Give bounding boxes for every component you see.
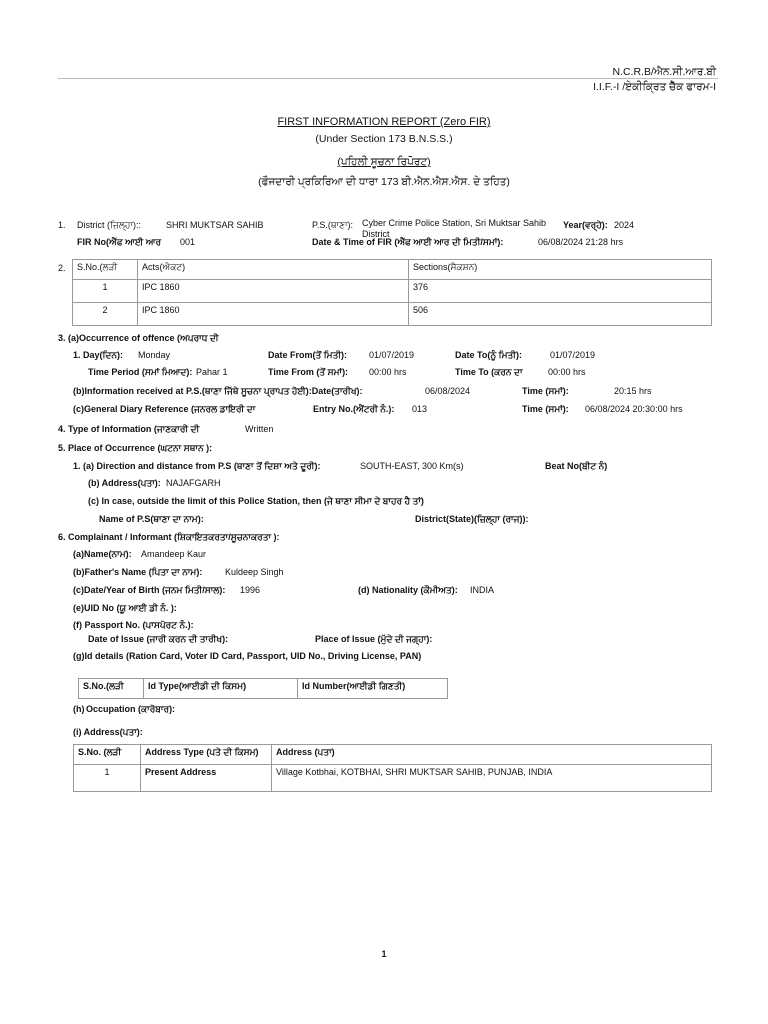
id-details-label: (g)Id details (Ration Card, Voter ID Card, Passport, UID No., Driving License, PAN) (73, 651, 422, 661)
section-1-num: 1. (58, 220, 66, 230)
report-title: FIRST INFORMATION REPORT (Zero FIR) (277, 116, 491, 128)
addr-header-type: Address Type (ਪਤੇ ਦੀ ਕਿਸਮ) (141, 745, 272, 765)
nationality-label: (d) Nationality (ਕੌਮੀਅਤ): (358, 585, 458, 595)
acts-header-sections: Sections(ਸੈਕਸ਼ਨ) (409, 260, 712, 280)
occurrence-title: 3. (a)Occurrence of offence (ਅਪਰਾਧ ਦੀ (58, 333, 219, 343)
dob-label: (c)Date/Year of Birth (ਜਨਮ ਮਿਤੀ/ਸਾਲ): (73, 585, 226, 595)
passport-label: (f) Passport No. (ਪਾਸਪੋਰਟ ਨੰ.): (73, 620, 194, 630)
year-label: Year(ਵਰ੍ਹੇ): (563, 220, 608, 230)
id-header-number: Id Number(ਆਈਡੀ ਗਿਣਤੀ) (298, 679, 448, 699)
table-row (73, 303, 712, 326)
id-table-header (79, 679, 448, 699)
table-cell: 506 (409, 303, 712, 326)
district-label: District (ਜ਼ਿਲ੍ਹਾ):: (77, 220, 141, 230)
period-value: Pahar 1 (196, 367, 228, 377)
acts-table (72, 259, 712, 326)
fir-label: FIR No(ਐੱਫ ਆਈ ਆਰ (77, 237, 162, 247)
id-header-type: Id Type(ਆਈਡੀ ਦੀ ਕਿਸਮ) (144, 679, 298, 699)
entry-label: Entry No.(ਐਂਟਰੀ ਨੰ.): (313, 404, 395, 414)
table-row (73, 280, 712, 303)
section-2-num: 2. (58, 263, 66, 273)
complainant-name-label: (a)Name(ਨਾਮ): (73, 549, 132, 559)
gd-time-value: 06/08/2024 20:30:00 hrs (585, 404, 683, 414)
report-title-punjabi: (ਪਹਿਲੀ ਸੂਚਨਾ ਰਿਪੋਰਟ) (337, 156, 431, 168)
nationality-value: INDIA (470, 585, 495, 595)
day-label: 1. Day(ਦਿਨ): (73, 350, 123, 360)
acts-table-header (73, 260, 712, 280)
father-name-label: (b)Father's Name (ਪਿਤਾ ਦਾ ਨਾਮ): (73, 567, 203, 577)
father-name-value: Kuldeep Singh (225, 567, 284, 577)
outside-district-label: District(State)(ਜ਼ਿਲ੍ਹਾ (ਰਾਜ)): (415, 514, 529, 524)
outside-limit-label: (c) In case, outside the limit of this Police Station, then (ਜੇ ਥਾਣਾ ਸੀਮਾ ਦੇ ਬਾਹਰ ਹੈ ਤਾਂ) (88, 496, 424, 506)
table-cell: 1 (73, 280, 138, 303)
ps-value-line2: District (362, 229, 390, 239)
ps-value: Cyber Crime Police Station, Sri Muktsar Sahib (362, 218, 547, 228)
outside-ps-label: Name of P.S(ਥਾਣਾ ਦਾ ਨਾਮ): (99, 514, 204, 524)
time-from-value: 00:00 hrs (369, 367, 407, 377)
complainant-title: 6. Complainant / Informant (ਸ਼ਿਕਾਇਤਕਰਤਾ/ਸੂਚਨਾਕਰਤਾ ): (58, 532, 280, 542)
form-label: I.I.F.-I /ਏਕੀਕ੍ਰਿਤ ਚੈੱਕ ਫਾਰਮ-I (593, 81, 716, 93)
district-value: SHRI MUKTSAR SAHIB (166, 220, 264, 230)
ps-label: P.S.(ਥਾਣਾ): (312, 220, 354, 230)
dob-value: 1996 (240, 585, 261, 595)
direction-label: 1. (a) Direction and distance from P.S (ਥਾਣਾ ਤੋਂ ਦਿਸ਼ਾ ਅਤੇ ਦੂਰੀ): (73, 461, 321, 471)
date-from-label: Date From(ਤੋਂ ਮਿਤੀ): (268, 350, 348, 360)
occupation-label: Occupation (ਕਾਰੋਬਾਰ): (86, 704, 176, 714)
info-time-value: 20:15 hrs (614, 386, 652, 396)
occupation-h: (h) (73, 704, 85, 714)
date-to-label: Date To(ਨੂੰ ਮਿਤੀ): (455, 350, 522, 360)
acts-header-acts: Acts(ਐਕਟ) (138, 260, 409, 280)
year-value: 2024 (614, 220, 635, 230)
table-row (74, 765, 712, 792)
entry-value: 013 (412, 404, 428, 414)
fir-value: 001 (180, 237, 196, 247)
report-subtitle-punjabi: (ਫੌਜਦਾਰੀ ਪ੍ਰਕਿਰਿਆ ਦੀ ਧਾਰਾ 173 ਬੀ.ਐਨ.ਐਸ.ਐਸ. ਦੇ ਤਹਿਤ) (258, 176, 510, 188)
place-title: 5. Place of Occurrence (ਘਟਨਾ ਸਥਾਨ ): (58, 443, 213, 453)
id-header-sno: S.No.(ਲੜੀ (79, 679, 144, 699)
info-received-date: 06/08/2024 (425, 386, 471, 396)
acts-header-sno: S.No.(ਲੜੀ (73, 260, 138, 280)
page-number: 1 (381, 949, 387, 959)
address-label: (i) Address(ਪਤਾ): (73, 727, 143, 737)
addr-header-address: Address (ਪਤਾ) (272, 745, 712, 765)
address-table (73, 744, 712, 792)
info-time-label: Time (ਸਮਾਂ): (522, 386, 569, 396)
info-type-value: Written (245, 424, 274, 434)
table-cell: IPC 1860 (138, 303, 409, 326)
beat-label: Beat No(ਬੀਟ ਨੰ) (545, 461, 608, 471)
info-type-label: 4. Type of Information (ਜਾਣਕਾਰੀ ਦੀ (58, 424, 200, 434)
id-table (78, 678, 448, 699)
gd-time-label: Time (ਸਮਾਂ): (522, 404, 569, 414)
time-to-label: Time To (ਕਰਨ ਦਾ (455, 367, 523, 377)
date-from-value: 01/07/2019 (369, 350, 415, 360)
table-cell: Present Address (141, 765, 272, 792)
complainant-name-value: Amandeep Kaur (141, 549, 207, 559)
fir-datetime-value: 06/08/2024 21:28 hrs (538, 237, 624, 247)
info-received-label: (b)Information received at P.S.(ਥਾਣਾ ਜਿੱਥੇ ਸੂਚਨਾ ਪ੍ਰਾਪਤ ਹੋਈ):Date(ਤਾਰੀਖ): (73, 386, 363, 396)
table-cell: IPC 1860 (138, 280, 409, 303)
direction-value: SOUTH-EAST, 300 Km(s) (360, 461, 464, 471)
table-cell: 1 (74, 765, 141, 792)
fir-datetime-label: Date & Time of FIR (ਐੱਫ ਆਈ ਆਰ ਦੀ ਮਿਤੀ/ਸਮਾਂ): (312, 237, 504, 247)
gd-label: (c)General Diary Reference (ਜਨਰਲ ਡਾਇਰੀ ਦਾ (73, 404, 256, 414)
date-to-value: 01/07/2019 (550, 350, 596, 360)
table-cell: 2 (73, 303, 138, 326)
time-to-value: 00:00 hrs (548, 367, 586, 377)
issue-place-label: Place of Issue (ਮੁੱਦੇ ਦੀ ਜਗ੍ਹਾ): (315, 634, 433, 644)
time-from-label: Time From (ਤੋਂ ਸਮਾਂ): (268, 367, 349, 377)
place-address-value: NAJAFGARH (166, 478, 221, 488)
address-table-header (74, 745, 712, 765)
period-label: Time Period (ਸਮਾਂ ਮਿਆਦ): (88, 367, 193, 377)
ncrb-label: N.C.R.B/ਐਨ.ਸੀ.ਆਰ.ਬੀ (612, 66, 716, 78)
table-cell: 376 (409, 280, 712, 303)
place-address-label: (b) Address(ਪਤਾ): (88, 478, 161, 488)
report-subtitle: (Under Section 173 B.N.S.S.) (315, 133, 453, 145)
day-value: Monday (138, 350, 171, 360)
uid-label: (e)UID No (ਯੂ ਆਈ ਡੀ ਨੰ. ): (73, 603, 177, 613)
addr-header-sno: S.No. (ਲੜੀ (74, 745, 141, 765)
table-cell: Village Kotbhai, KOTBHAI, SHRI MUKTSAR SAHIB, PUNJAB, INDIA (272, 765, 712, 792)
issue-date-label: Date of Issue (ਜਾਰੀ ਕਰਨ ਦੀ ਤਾਰੀਖ): (88, 634, 229, 644)
